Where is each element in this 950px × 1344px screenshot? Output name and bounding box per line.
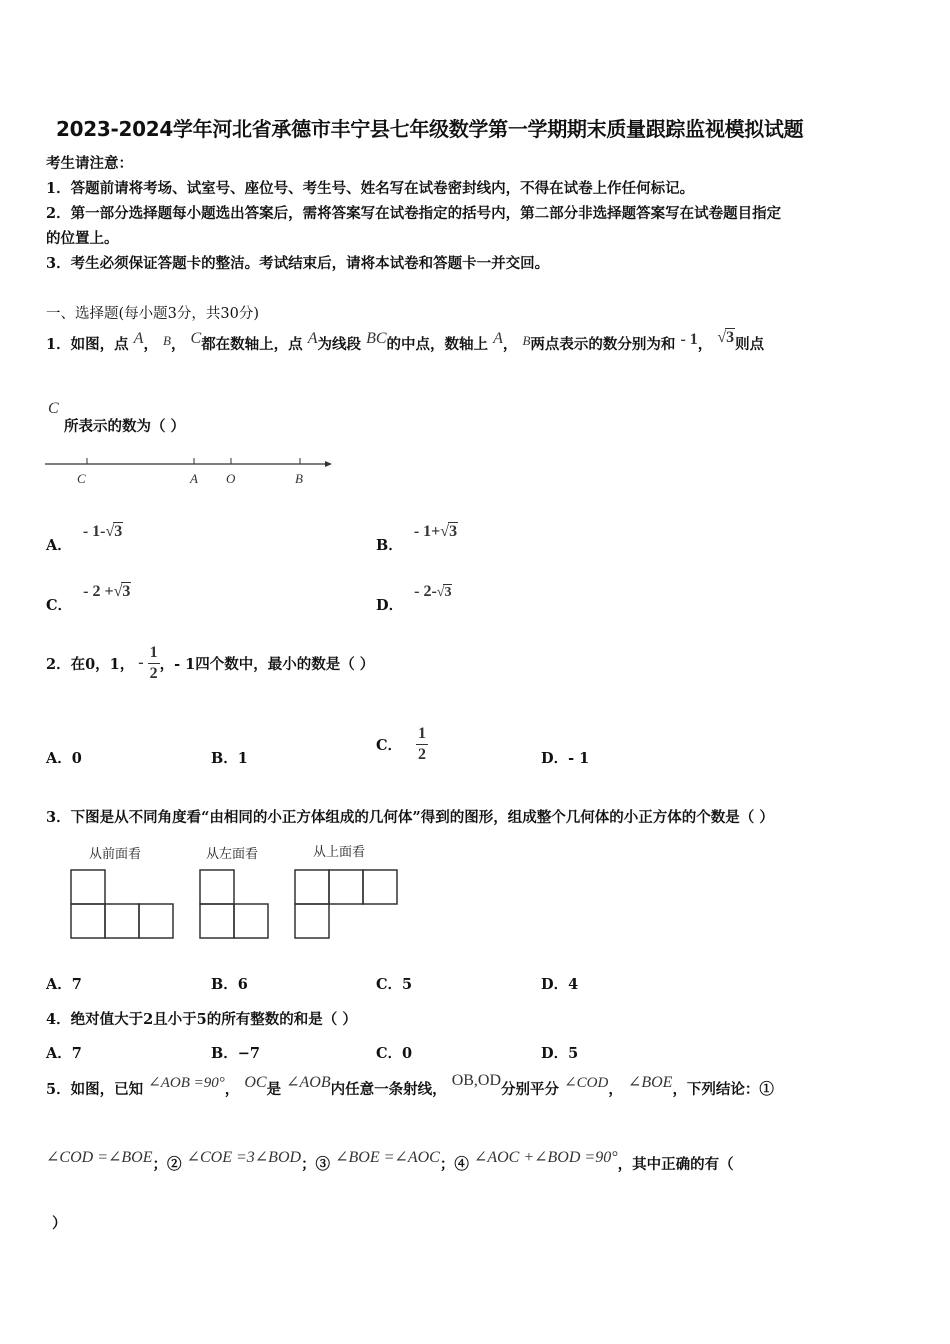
q4-option-c[interactable]: C．0 bbox=[376, 1045, 413, 1062]
q1-text: 的中点，数轴上 bbox=[386, 336, 489, 353]
q4-option-b[interactable]: B．−7 bbox=[211, 1045, 261, 1062]
q5-conclusion-4: ∠AOC +∠BOD =90° bbox=[473, 1149, 618, 1166]
axis-label-a: A bbox=[190, 471, 198, 486]
three-views-figure bbox=[60, 860, 410, 950]
q2-option-b[interactable]: B．1 bbox=[211, 750, 248, 767]
axis-label-c: C bbox=[77, 471, 86, 486]
left-view bbox=[200, 870, 268, 938]
q1-stem-line2: 所表示的数为（ ） bbox=[64, 418, 186, 435]
q2-text: - 1四个数中，最小的数是（ ） bbox=[174, 655, 375, 673]
q5-math: ∠AOB bbox=[286, 1074, 331, 1091]
q2-text: 在0，1， bbox=[70, 655, 135, 673]
q1-option-a[interactable]: A． - 1-√3 bbox=[46, 523, 123, 554]
option-expression: - 1+ bbox=[413, 523, 441, 540]
q1-text: 为线段 bbox=[317, 336, 362, 353]
q3-stem bbox=[46, 806, 774, 827]
notice-item-2: 2．第一部分选择题每小题选出答案后，需将答案写在试卷指定的括号内，第二部分非选择题答案写在试卷题目指定 bbox=[46, 205, 782, 222]
axis-arrow bbox=[325, 461, 332, 467]
q1-text: 如图，点 bbox=[70, 336, 129, 353]
q3-option-a[interactable]: A．7 bbox=[46, 976, 82, 993]
q5-text: ，其中正确的有（ bbox=[617, 1156, 734, 1173]
q5-text: 分别平分 bbox=[501, 1081, 560, 1098]
q2-neg-sign: - bbox=[138, 654, 144, 671]
q5-stem-line1: 5．如图，已知 ∠AOB =90°， OC是 ∠AOB内任意一条射线， OB,OD分别平分 ∠COD， ∠BOE，下列结论：① bbox=[46, 1072, 774, 1098]
q4-option-d[interactable]: D．5 bbox=[541, 1045, 579, 1062]
q1-sep: ， bbox=[502, 336, 518, 353]
q5-math: OC bbox=[244, 1074, 267, 1091]
option-label: D． bbox=[376, 597, 404, 614]
q4-text: 绝对值大于2且小于5的所有整数的和是（ ） bbox=[70, 1011, 357, 1028]
view-label-top: 从上面看 bbox=[313, 845, 366, 860]
q1-option-c[interactable]: C． - 2 +√3 bbox=[46, 583, 131, 614]
q3-option-c[interactable]: C．5 bbox=[376, 976, 413, 993]
q2-option-d[interactable]: D．- 1 bbox=[541, 750, 590, 767]
option-expression: - 1- bbox=[82, 523, 106, 540]
q5-math: ∠COD bbox=[564, 1075, 609, 1091]
q4-stem bbox=[46, 1008, 357, 1029]
q1-value-sqrt3: √3 bbox=[717, 329, 735, 346]
q3-option-d[interactable]: D．4 bbox=[541, 976, 579, 993]
q5-math: ∠AOB =90° bbox=[148, 1075, 225, 1091]
front-view bbox=[71, 870, 173, 938]
q2-text: ， bbox=[159, 655, 175, 673]
page-title: 2023-2024学年河北省承德市丰宁县七年级数学第一学期期末质量跟踪监视模拟试题 bbox=[56, 117, 804, 141]
notice-item-1: 1．答题前请将考场、试室号、座位号、考生号、姓名写在试卷密封线内，不得在试卷上作任何标记。 bbox=[46, 180, 695, 197]
q1-sep: ， bbox=[143, 336, 158, 353]
q4-number: 4． bbox=[46, 1011, 71, 1028]
axis-label-o: O bbox=[226, 471, 236, 486]
option-expression: - 2- bbox=[414, 583, 437, 600]
q5-math: ∠BOE bbox=[627, 1074, 673, 1091]
q3-option-b[interactable]: B．6 bbox=[211, 976, 248, 993]
view-label-left: 从左面看 bbox=[206, 847, 259, 862]
option-label: A． bbox=[46, 537, 72, 554]
axis-label-b: B bbox=[295, 471, 303, 486]
q2-fraction-half: $\frac{1}{2}$ bbox=[149, 643, 158, 682]
q2-option-c-fraction: $\frac{1}{2}$ bbox=[418, 724, 427, 763]
q3-text: 下图是从不同角度看“由相同的小正方体组成的几何体”得到的图形，组成整个几何体的小正方体的个数是（ ） bbox=[70, 809, 774, 826]
q2-option-a[interactable]: A．0 bbox=[46, 750, 82, 767]
option-expression: - 2 + bbox=[83, 583, 114, 600]
q1-text: 两点表示的数分别为和 bbox=[530, 336, 676, 353]
q5-conclusion-1: ∠COD =∠BOE bbox=[46, 1149, 153, 1166]
q2-stem bbox=[46, 638, 374, 688]
q5-text: 如图，已知 bbox=[70, 1081, 144, 1098]
q1-value-neg1: - 1 bbox=[680, 331, 698, 348]
option-label: C． bbox=[46, 597, 73, 614]
q1-sep: ， bbox=[697, 336, 713, 353]
q2-number: 2． bbox=[46, 655, 71, 673]
q5-close-paren: ） bbox=[52, 1215, 67, 1232]
q1-point-a: A bbox=[133, 330, 144, 347]
q5-text: 内任意一条射线， bbox=[330, 1081, 447, 1098]
number-line-figure bbox=[40, 452, 340, 492]
q5-stem-line2: ∠COD =∠BOE；② ∠COE =3∠BOD；③ ∠BOE =∠AOC；④ ∠AOC +∠BOD =90°，其中正确的有（ bbox=[46, 1149, 734, 1173]
q3-number: 3． bbox=[46, 809, 71, 826]
q2-option-c[interactable]: C． $\frac{1}{2}$ bbox=[376, 724, 427, 763]
q1-point-c: C bbox=[190, 330, 202, 347]
q5-conclusion-3: ∠BOE =∠AOC bbox=[335, 1149, 440, 1166]
section-heading: 一、选择题(每小题3分，共30分) bbox=[46, 306, 259, 322]
q1-text: 都在数轴上，点 bbox=[201, 336, 303, 353]
q5-conclusion-2: ∠COE =3∠BOD bbox=[186, 1149, 302, 1166]
q1-segment-bc: BC bbox=[366, 330, 387, 347]
q1-option-d[interactable]: D． - 2-√3 bbox=[376, 583, 452, 614]
q5-text: 是 bbox=[266, 1081, 282, 1098]
q1-point-a: A bbox=[493, 330, 503, 347]
q5-text: ，下列结论：① bbox=[672, 1081, 774, 1098]
q1-point-c-label: C bbox=[48, 400, 59, 417]
q1-text: 则点 bbox=[735, 336, 765, 353]
option-label: B． bbox=[376, 537, 403, 554]
top-view bbox=[295, 870, 397, 938]
q1-point-b: B bbox=[163, 333, 171, 348]
view-label-front: 从前面看 bbox=[89, 847, 142, 862]
q5-number: 5． bbox=[46, 1081, 71, 1098]
q1-stem-line1 bbox=[46, 329, 765, 363]
notice-item-3: 3．考生必须保证答题卡的整洁。考试结束后，请将本试卷和答题卡一并交回。 bbox=[46, 255, 550, 272]
q5-math: OB,OD bbox=[451, 1072, 502, 1089]
q1-number: 1． bbox=[46, 336, 71, 353]
notice-item-2-cont: 的位置上。 bbox=[46, 230, 119, 247]
q1-sep: ， bbox=[170, 336, 186, 353]
q4-option-a[interactable]: A．7 bbox=[46, 1045, 82, 1062]
q1-point-a: A bbox=[307, 330, 318, 347]
q1-point-b: B bbox=[522, 333, 531, 348]
notice-heading: 考生请注意： bbox=[46, 155, 133, 172]
q1-option-b[interactable]: B． - 1+√3 bbox=[376, 523, 458, 554]
